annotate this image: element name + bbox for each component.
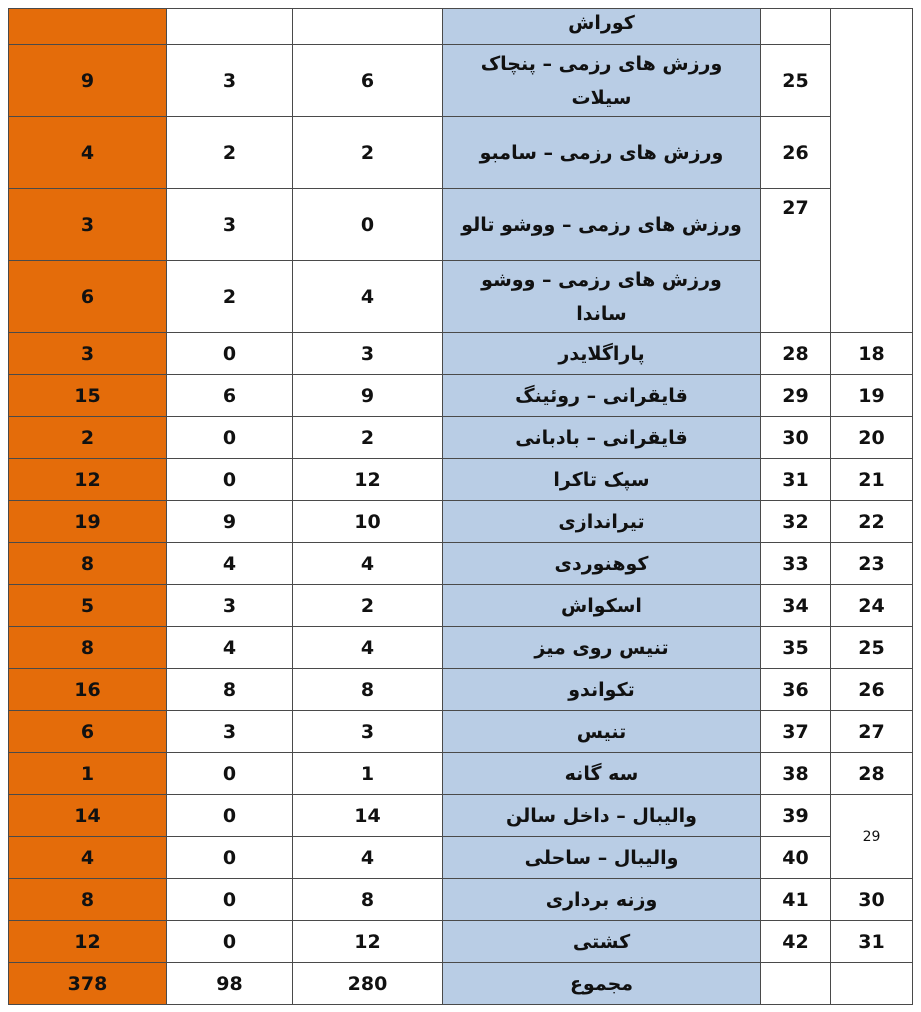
rank-cell: 24 [831, 585, 913, 627]
table-row [9, 627, 913, 669]
count-cell: 8 [293, 879, 443, 921]
rank-cell: 22 [831, 501, 913, 543]
total-cell: 6 [9, 711, 167, 753]
grand-total-cell: 378 [9, 963, 167, 1005]
table-row [9, 879, 913, 921]
rank-cell: 31 [831, 921, 913, 963]
index-cell: 35 [761, 627, 831, 669]
table-row [9, 753, 913, 795]
sport-name-cell: کشتی [443, 921, 761, 963]
count-cell: 3 [293, 333, 443, 375]
table-row [9, 45, 913, 117]
summary-label: مجموع [443, 963, 761, 1005]
count-cell: 0 [167, 417, 293, 459]
index-cell: 27 [761, 189, 831, 333]
table-row [9, 117, 913, 189]
total-cell: 6 [9, 261, 167, 333]
table-row [9, 669, 913, 711]
count-cell: 14 [293, 795, 443, 837]
total-cell: 4 [9, 117, 167, 189]
count-cell: 0 [167, 753, 293, 795]
count-cell: 3 [167, 45, 293, 117]
count-cell [167, 9, 293, 45]
index-cell: 40 [761, 837, 831, 879]
sport-name-cell: کوراش [443, 9, 761, 45]
count-cell: 2 [293, 417, 443, 459]
count-cell: 2 [293, 117, 443, 189]
rank-cell [831, 9, 913, 333]
count-cell: 4 [293, 837, 443, 879]
summary-count-cell: 280 [293, 963, 443, 1005]
count-cell: 2 [167, 117, 293, 189]
total-cell: 14 [9, 795, 167, 837]
sport-name-cell: پاراگلایدر [443, 333, 761, 375]
table-row [9, 585, 913, 627]
count-cell [293, 9, 443, 45]
index-cell: 38 [761, 753, 831, 795]
sport-name-cell: والیبال – ساحلی [443, 837, 761, 879]
total-cell: 15 [9, 375, 167, 417]
table-row [9, 501, 913, 543]
count-cell: 6 [167, 375, 293, 417]
index-cell: 32 [761, 501, 831, 543]
total-cell: 12 [9, 459, 167, 501]
total-cell: 16 [9, 669, 167, 711]
sport-name-cell: سپک تاکرا [443, 459, 761, 501]
summary-row [9, 963, 913, 1005]
sport-name-cell: تیراندازی [443, 501, 761, 543]
index-cell: 36 [761, 669, 831, 711]
count-cell: 6 [293, 45, 443, 117]
sport-name-cell: ورزش های رزمی – ووشو ساندا [443, 261, 761, 333]
rank-cell [831, 963, 913, 1005]
index-cell: 33 [761, 543, 831, 585]
index-cell: 34 [761, 585, 831, 627]
count-cell: 10 [293, 501, 443, 543]
count-cell: 12 [293, 921, 443, 963]
count-cell: 3 [293, 711, 443, 753]
total-cell: 3 [9, 333, 167, 375]
index-cell: 42 [761, 921, 831, 963]
total-cell: 8 [9, 543, 167, 585]
rank-cell: 19 [831, 375, 913, 417]
index-cell: 25 [761, 45, 831, 117]
index-cell: 30 [761, 417, 831, 459]
total-cell: 3 [9, 189, 167, 261]
count-cell: 12 [293, 459, 443, 501]
summary-count-cell: 98 [167, 963, 293, 1005]
table-row [9, 189, 913, 261]
table-row [9, 921, 913, 963]
total-cell: 8 [9, 879, 167, 921]
table-row [9, 9, 913, 45]
total-cell: 19 [9, 501, 167, 543]
table-row [9, 795, 913, 837]
index-cell: 26 [761, 117, 831, 189]
table-row [9, 333, 913, 375]
rank-cell: 21 [831, 459, 913, 501]
rank-cell: 25 [831, 627, 913, 669]
sport-name-cell: اسکواش [443, 585, 761, 627]
total-cell: 4 [9, 837, 167, 879]
table-row [9, 375, 913, 417]
total-cell [9, 9, 167, 45]
count-cell: 8 [167, 669, 293, 711]
table-row [9, 711, 913, 753]
count-cell: 9 [293, 375, 443, 417]
sport-name-cell: ورزش های رزمی – سامبو [443, 117, 761, 189]
table-row [9, 417, 913, 459]
sport-name-cell: قایقرانی – بادبانی [443, 417, 761, 459]
count-cell: 0 [167, 333, 293, 375]
rank-cell: 18 [831, 333, 913, 375]
sport-name-cell: ورزش های رزمی – پنچاک سیلات [443, 45, 761, 117]
count-cell: 4 [293, 261, 443, 333]
index-cell [761, 9, 831, 45]
rank-cell: 29 [831, 795, 913, 879]
rank-cell: 20 [831, 417, 913, 459]
table-row [9, 543, 913, 585]
count-cell: 3 [167, 189, 293, 261]
count-cell: 3 [167, 711, 293, 753]
sport-name-cell: سه گانه [443, 753, 761, 795]
index-cell: 28 [761, 333, 831, 375]
total-cell: 5 [9, 585, 167, 627]
total-cell: 12 [9, 921, 167, 963]
table-row [9, 459, 913, 501]
sport-name-cell: والیبال – داخل سالن [443, 795, 761, 837]
sport-name-cell: ورزش های رزمی – ووشو تالو [443, 189, 761, 261]
count-cell: 4 [293, 543, 443, 585]
sport-name-cell: تنیس [443, 711, 761, 753]
count-cell: 4 [167, 627, 293, 669]
count-cell: 0 [167, 921, 293, 963]
sport-name-cell: تکواندو [443, 669, 761, 711]
total-cell: 2 [9, 417, 167, 459]
count-cell: 4 [293, 627, 443, 669]
total-cell: 8 [9, 627, 167, 669]
index-cell: 31 [761, 459, 831, 501]
rank-cell: 27 [831, 711, 913, 753]
count-cell: 0 [293, 189, 443, 261]
index-cell: 41 [761, 879, 831, 921]
rank-cell: 26 [831, 669, 913, 711]
index-cell: 37 [761, 711, 831, 753]
rank-cell: 23 [831, 543, 913, 585]
count-cell: 8 [293, 669, 443, 711]
table-row [9, 837, 913, 879]
sport-name-cell: کوهنوردی [443, 543, 761, 585]
count-cell: 9 [167, 501, 293, 543]
sport-name-cell: تنیس روی میز [443, 627, 761, 669]
sport-name-cell: وزنه برداری [443, 879, 761, 921]
count-cell: 0 [167, 879, 293, 921]
total-cell: 1 [9, 753, 167, 795]
count-cell: 3 [167, 585, 293, 627]
count-cell: 0 [167, 837, 293, 879]
count-cell: 0 [167, 459, 293, 501]
count-cell: 0 [167, 795, 293, 837]
rank-cell: 28 [831, 753, 913, 795]
sport-name-cell: قایقرانی – روئینگ [443, 375, 761, 417]
count-cell: 2 [167, 261, 293, 333]
count-cell: 4 [167, 543, 293, 585]
sports-medal-table [8, 8, 913, 1005]
total-cell: 9 [9, 45, 167, 117]
count-cell: 2 [293, 585, 443, 627]
index-cell: 39 [761, 795, 831, 837]
index-cell: 29 [761, 375, 831, 417]
rank-cell: 30 [831, 879, 913, 921]
index-cell [761, 963, 831, 1005]
count-cell: 1 [293, 753, 443, 795]
